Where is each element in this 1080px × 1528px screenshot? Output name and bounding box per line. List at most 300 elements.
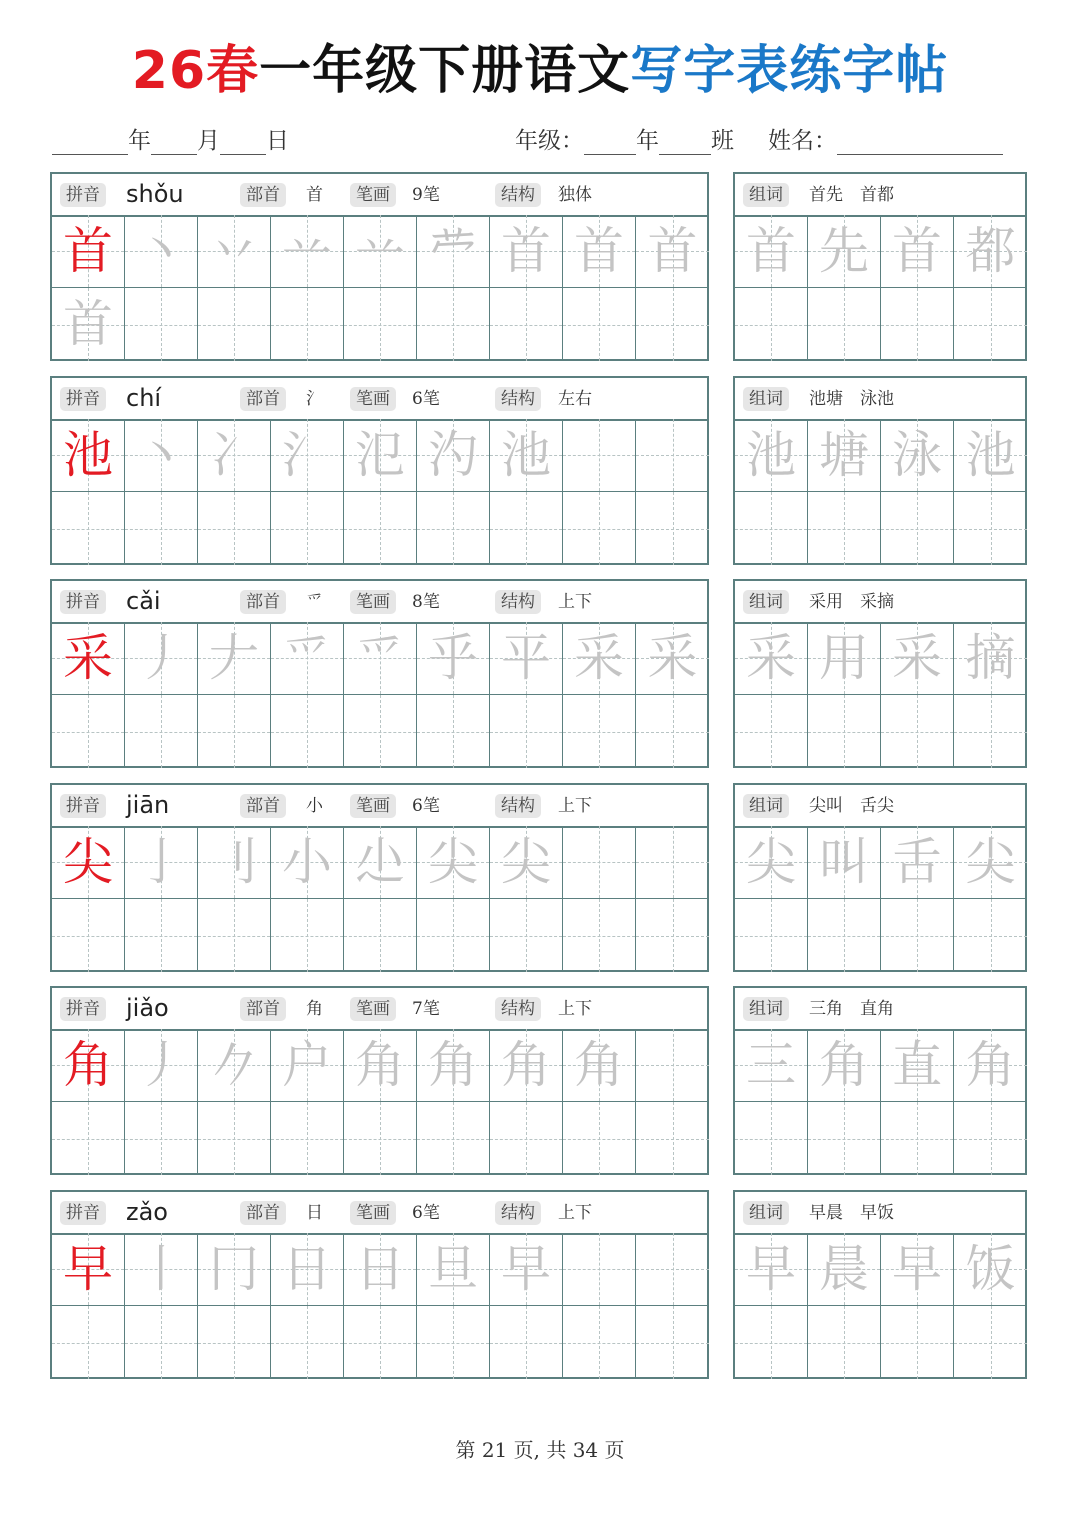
- words-panel: [733, 172, 1027, 361]
- trace-char: [490, 288, 562, 361]
- structure-value: 独体: [558, 185, 592, 205]
- trace-char: [490, 695, 562, 768]
- title-part-black: 一年级下册语文: [259, 41, 631, 101]
- practice-cell[interactable]: [490, 492, 563, 565]
- structure-value: 上下: [558, 999, 592, 1019]
- strokes-value: 7笔: [412, 999, 440, 1019]
- practice-cell[interactable]: [125, 1102, 198, 1175]
- strokes-value: 6笔: [412, 389, 440, 409]
- stroke-panel: [50, 376, 709, 565]
- stroke-step-char: 𠂊: [209, 1036, 259, 1094]
- word-char: 三: [746, 1036, 796, 1094]
- stroke-panel-header: [52, 785, 707, 828]
- practice-cell[interactable]: [563, 419, 636, 492]
- trace-char: [490, 492, 562, 565]
- strokes-tag: 笔画: [350, 997, 396, 1021]
- strokes-value: 9笔: [412, 185, 440, 205]
- practice-cell[interactable]: [490, 1306, 563, 1379]
- practice-cell[interactable]: [344, 419, 417, 492]
- practice-cell[interactable]: [271, 1029, 344, 1102]
- radical-tag: 部首: [240, 183, 286, 207]
- trace-char: [563, 492, 635, 565]
- practice-cell[interactable]: [52, 826, 125, 899]
- trace-char: [417, 288, 489, 361]
- stroke-panel: [50, 172, 709, 361]
- word-cell[interactable]: [881, 826, 954, 899]
- structure-tag: 结构: [495, 590, 541, 614]
- trace-char: [125, 1306, 197, 1379]
- practice-cell[interactable]: [198, 899, 271, 972]
- practice-cell[interactable]: [344, 1233, 417, 1306]
- stroke-step-char: 尐: [355, 833, 405, 891]
- practice-cell[interactable]: [490, 1233, 563, 1306]
- practice-cell[interactable]: [198, 1102, 271, 1175]
- stroke-step-char: 汋: [428, 426, 478, 484]
- words-panel: [733, 376, 1027, 565]
- trace-char: [344, 1102, 416, 1175]
- trace-char: [198, 695, 270, 768]
- trace-char: [271, 288, 343, 361]
- stroke-panel: [50, 986, 709, 1175]
- practice-cell[interactable]: [636, 492, 709, 565]
- word-cell[interactable]: [954, 1306, 1027, 1379]
- practice-cell[interactable]: [271, 419, 344, 492]
- word-cell[interactable]: [881, 419, 954, 492]
- words-panel: [733, 1190, 1027, 1379]
- trace-char: [490, 1306, 562, 1379]
- word-cell[interactable]: [954, 1029, 1027, 1102]
- practice-cell[interactable]: [490, 695, 563, 768]
- word-cell[interactable]: [954, 622, 1027, 695]
- word-cell[interactable]: [735, 1029, 808, 1102]
- structure-tag: 结构: [495, 794, 541, 818]
- words-value: 池塘 泳池: [809, 389, 894, 409]
- month-blank[interactable]: [151, 130, 197, 155]
- practice-cell[interactable]: [125, 622, 198, 695]
- practice-cell[interactable]: [344, 288, 417, 361]
- stroke-step-char: 𫇦: [428, 222, 478, 280]
- trace-char: [271, 1306, 343, 1379]
- trace-char: [52, 1102, 124, 1175]
- practice-cell[interactable]: [125, 215, 198, 288]
- practice-cell[interactable]: [490, 288, 563, 361]
- pinyin-value: zǎo: [126, 1198, 168, 1226]
- stroke-step-char: 乎: [428, 629, 478, 687]
- practice-cell[interactable]: [417, 1029, 490, 1102]
- practice-cell[interactable]: [271, 215, 344, 288]
- practice-cell[interactable]: [125, 492, 198, 565]
- practice-cell[interactable]: [125, 1233, 198, 1306]
- stroke-step-char: [563, 1233, 635, 1305]
- practice-cell[interactable]: [52, 1029, 125, 1102]
- trace-char: [344, 492, 416, 565]
- word-char: 晨: [819, 1240, 869, 1298]
- practice-cell[interactable]: [490, 1029, 563, 1102]
- word-cell[interactable]: [954, 419, 1027, 492]
- trace-char: [198, 288, 270, 361]
- date-line: [52, 122, 289, 152]
- word-cell[interactable]: [808, 1102, 881, 1175]
- trace-char: [490, 1102, 562, 1175]
- word-char: 都: [965, 222, 1016, 280]
- year-label: 年: [128, 128, 151, 154]
- practice-cell[interactable]: [563, 899, 636, 972]
- trace-char: [417, 492, 489, 565]
- practice-cell[interactable]: [344, 826, 417, 899]
- practice-cell[interactable]: [271, 622, 344, 695]
- stroke-panel: [50, 579, 709, 768]
- pinyin-tag: 拼音: [60, 590, 106, 614]
- word-char: 首: [892, 222, 942, 280]
- practice-cell[interactable]: [198, 492, 271, 565]
- word-cell[interactable]: [881, 1233, 954, 1306]
- trace-char: [198, 1102, 270, 1175]
- stroke-step-char: 旦: [428, 1240, 478, 1298]
- practice-cell[interactable]: [490, 826, 563, 899]
- trace-char: [198, 899, 270, 972]
- trace-char: [417, 1306, 489, 1379]
- stroke-step-char: 首: [647, 222, 698, 280]
- name-blank[interactable]: [837, 130, 1003, 155]
- practice-cell[interactable]: [344, 1102, 417, 1175]
- radical-tag: 部首: [240, 997, 286, 1021]
- practice-cell[interactable]: [636, 1102, 709, 1175]
- practice-cell[interactable]: [563, 1102, 636, 1175]
- words-tag: 组词: [743, 183, 789, 207]
- practice-cell[interactable]: [344, 695, 417, 768]
- radical-value: 首: [306, 185, 323, 205]
- word-cell[interactable]: [808, 695, 881, 768]
- word-cell[interactable]: [954, 1102, 1027, 1175]
- practice-cell[interactable]: [636, 215, 709, 288]
- strokes-tag: 笔画: [350, 183, 396, 207]
- word-cell[interactable]: [735, 288, 808, 361]
- page-footer: 第 21 页, 共 34 页: [455, 1438, 625, 1462]
- trace-char: [563, 1102, 635, 1175]
- practice-cell[interactable]: [52, 1306, 125, 1379]
- word-cell[interactable]: [808, 419, 881, 492]
- word-cell[interactable]: [808, 1306, 881, 1379]
- words-tag: 组词: [743, 1201, 789, 1225]
- char-block: [50, 1190, 1027, 1379]
- practice-cell[interactable]: [636, 1306, 709, 1379]
- words-panel-header: [735, 174, 1025, 217]
- practice-cell[interactable]: [417, 622, 490, 695]
- word-cell[interactable]: [954, 1233, 1027, 1306]
- words-panel-header: [735, 581, 1025, 624]
- radical-tag: 部首: [240, 1201, 286, 1225]
- trace-char: [125, 492, 197, 565]
- practice-cell[interactable]: [636, 622, 709, 695]
- practice-cell[interactable]: [271, 1233, 344, 1306]
- pinyin-tag: 拼音: [60, 1201, 106, 1225]
- practice-cell[interactable]: [417, 1233, 490, 1306]
- word-cell[interactable]: [881, 288, 954, 361]
- trace-char: [636, 288, 709, 361]
- practice-cell[interactable]: [417, 1102, 490, 1175]
- stroke-step-char: 冫: [209, 426, 259, 484]
- word-cell[interactable]: [881, 1306, 954, 1379]
- day-label: 日: [266, 128, 289, 154]
- word-cell[interactable]: [808, 622, 881, 695]
- words-tag: 组词: [743, 387, 789, 411]
- stroke-step-char: [636, 419, 709, 491]
- stroke-step-char: 丶: [136, 426, 186, 484]
- word-cell[interactable]: [954, 899, 1027, 972]
- stroke-step-char: 角: [574, 1036, 624, 1094]
- char-block: [50, 783, 1027, 972]
- practice-cell[interactable]: [563, 215, 636, 288]
- word-cell[interactable]: [735, 695, 808, 768]
- radical-value: 角: [306, 999, 323, 1019]
- practice-cell[interactable]: [198, 826, 271, 899]
- practice-cell[interactable]: [271, 826, 344, 899]
- word-cell[interactable]: [881, 622, 954, 695]
- stroke-step-char: 刂: [209, 833, 259, 891]
- structure-tag: 结构: [495, 387, 541, 411]
- practice-cell[interactable]: [198, 215, 271, 288]
- practice-cell[interactable]: [198, 1029, 271, 1102]
- strokes-value: 6笔: [412, 1203, 440, 1223]
- words-value: 尖叫 舌尖: [809, 796, 894, 816]
- grade-blank[interactable]: [584, 130, 636, 155]
- words-panel: [733, 783, 1027, 972]
- practice-cell[interactable]: [52, 1102, 125, 1175]
- practice-cell[interactable]: [636, 826, 709, 899]
- practice-cell[interactable]: [490, 215, 563, 288]
- practice-cell[interactable]: [563, 492, 636, 565]
- practice-cell[interactable]: [198, 419, 271, 492]
- word-cell[interactable]: [808, 826, 881, 899]
- practice-cell[interactable]: [52, 899, 125, 972]
- stroke-step-char: 角: [501, 1036, 551, 1094]
- word-cell[interactable]: [808, 1029, 881, 1102]
- practice-cell[interactable]: [490, 1102, 563, 1175]
- word-cell[interactable]: [808, 1233, 881, 1306]
- practice-cell[interactable]: [52, 622, 125, 695]
- word-cell[interactable]: [735, 419, 808, 492]
- word-char: 池: [965, 426, 1016, 484]
- structure-tag: 结构: [495, 1201, 541, 1225]
- practice-cell[interactable]: [344, 215, 417, 288]
- practice-cell[interactable]: [125, 288, 198, 361]
- page-title: [0, 36, 1080, 106]
- stroke-step-char: [563, 419, 635, 491]
- practice-cell[interactable]: [125, 899, 198, 972]
- stroke-step-char: 丨: [136, 1240, 186, 1298]
- word-cell[interactable]: [735, 622, 808, 695]
- practice-cell[interactable]: [490, 899, 563, 972]
- word-char: 早: [892, 1240, 942, 1298]
- structure-value: 上下: [558, 1203, 592, 1223]
- stroke-step-char: 𠂇: [209, 629, 259, 687]
- strokes-tag: 笔画: [350, 1201, 396, 1225]
- practice-cell[interactable]: [636, 899, 709, 972]
- stroke-step-char: 角: [355, 1036, 405, 1094]
- strokes-tag: 笔画: [350, 387, 396, 411]
- practice-cell[interactable]: [344, 622, 417, 695]
- practice-cell[interactable]: [52, 215, 125, 288]
- practice-cell[interactable]: [417, 419, 490, 492]
- practice-cell[interactable]: [563, 1029, 636, 1102]
- word-cell[interactable]: [954, 695, 1027, 768]
- practice-cell[interactable]: [417, 695, 490, 768]
- structure-value: 上下: [558, 592, 592, 612]
- trace-char: [636, 492, 709, 565]
- practice-cell[interactable]: [271, 492, 344, 565]
- practice-cell[interactable]: [271, 899, 344, 972]
- practice-cell[interactable]: [125, 419, 198, 492]
- practice-cell[interactable]: [417, 1306, 490, 1379]
- word-cell[interactable]: [881, 899, 954, 972]
- word-cell[interactable]: [808, 899, 881, 972]
- word-cell[interactable]: [954, 826, 1027, 899]
- word-cell[interactable]: [881, 695, 954, 768]
- practice-cell[interactable]: [125, 826, 198, 899]
- practice-cell[interactable]: [563, 288, 636, 361]
- practice-cell[interactable]: [563, 826, 636, 899]
- word-cell[interactable]: [808, 215, 881, 288]
- word-cell[interactable]: [735, 1306, 808, 1379]
- practice-cell[interactable]: [271, 288, 344, 361]
- word-cell[interactable]: [735, 1233, 808, 1306]
- name-label: 姓名：: [768, 128, 837, 154]
- practice-cell[interactable]: [125, 1306, 198, 1379]
- word-char: 池: [746, 426, 796, 484]
- practice-cell[interactable]: [636, 1233, 709, 1306]
- strokes-value: 6笔: [412, 796, 440, 816]
- practice-cell[interactable]: [125, 695, 198, 768]
- practice-cell[interactable]: [344, 492, 417, 565]
- practice-cell[interactable]: [198, 695, 271, 768]
- practice-cell[interactable]: [636, 419, 709, 492]
- word-cell[interactable]: [881, 215, 954, 288]
- class-line: [515, 122, 1003, 152]
- practice-cell[interactable]: [198, 1233, 271, 1306]
- word-cell[interactable]: [735, 215, 808, 288]
- trace-char: [198, 492, 270, 565]
- practice-cell[interactable]: [563, 1306, 636, 1379]
- practice-cell[interactable]: [636, 695, 709, 768]
- stroke-step-char: 亅: [136, 833, 186, 891]
- practice-cell[interactable]: [52, 419, 125, 492]
- word-cell[interactable]: [881, 1102, 954, 1175]
- words-panel-header: [735, 1192, 1025, 1235]
- stroke-step-char: [563, 826, 635, 898]
- word-cell[interactable]: [735, 1102, 808, 1175]
- word-cell[interactable]: [735, 826, 808, 899]
- stroke-step-char: 小: [282, 833, 332, 891]
- month-label: 月: [197, 128, 220, 154]
- word-cell[interactable]: [735, 899, 808, 972]
- practice-cell[interactable]: [52, 288, 125, 361]
- trace-char: [636, 695, 709, 768]
- words-value: 三角 直角: [809, 999, 894, 1019]
- trace-char: [563, 1306, 635, 1379]
- word-cell[interactable]: [808, 288, 881, 361]
- pinyin-value: jiān: [126, 791, 170, 819]
- char-block: [50, 986, 1027, 1175]
- practice-cell[interactable]: [490, 419, 563, 492]
- year-blank[interactable]: [52, 130, 128, 155]
- practice-cell[interactable]: [563, 695, 636, 768]
- class-blank[interactable]: [659, 130, 711, 155]
- practice-cell[interactable]: [52, 1233, 125, 1306]
- stroke-step-char: 䒑: [355, 222, 405, 280]
- trace-char: [417, 899, 489, 972]
- stroke-step-char: 氵: [282, 426, 332, 484]
- word-cell[interactable]: [954, 492, 1027, 565]
- word-cell[interactable]: [735, 492, 808, 565]
- stroke-step-char: 丿: [136, 629, 186, 687]
- structure-value: 左右: [558, 389, 592, 409]
- practice-cell[interactable]: [344, 899, 417, 972]
- practice-cell[interactable]: [490, 622, 563, 695]
- day-blank[interactable]: [220, 130, 266, 155]
- trace-char: 首: [63, 295, 113, 353]
- stroke-step-char: 日: [355, 1240, 405, 1298]
- stroke-step-char: 池: [501, 426, 551, 484]
- word-cell[interactable]: [954, 288, 1027, 361]
- practice-cell[interactable]: [198, 1306, 271, 1379]
- practice-cell[interactable]: [198, 622, 271, 695]
- practice-cell[interactable]: [198, 288, 271, 361]
- practice-cell[interactable]: [271, 695, 344, 768]
- practice-cell[interactable]: [417, 215, 490, 288]
- trace-char: [125, 899, 197, 972]
- practice-cell[interactable]: [417, 826, 490, 899]
- stroke-step-char: 爫: [355, 629, 405, 687]
- words-value: 采用 采摘: [809, 592, 894, 612]
- trace-char: [344, 1306, 416, 1379]
- word-cell[interactable]: [881, 492, 954, 565]
- practice-cell[interactable]: [563, 1233, 636, 1306]
- practice-cell[interactable]: [271, 1102, 344, 1175]
- trace-char: [563, 695, 635, 768]
- stroke-step-char: 户: [282, 1036, 332, 1094]
- trace-char: [271, 492, 343, 565]
- practice-cell[interactable]: [636, 288, 709, 361]
- words-tag: 组词: [743, 794, 789, 818]
- stroke-step-char: 角: [428, 1036, 478, 1094]
- practice-cell[interactable]: [52, 695, 125, 768]
- practice-cell[interactable]: [417, 492, 490, 565]
- stroke-step-char: 日: [282, 1240, 332, 1298]
- practice-cell[interactable]: [125, 1029, 198, 1102]
- word-cell[interactable]: [954, 215, 1027, 288]
- grade-suffix: 年: [636, 128, 659, 154]
- stroke-step-char: [636, 1233, 709, 1305]
- practice-cell[interactable]: [344, 1029, 417, 1102]
- practice-cell[interactable]: [417, 899, 490, 972]
- word-cell[interactable]: [881, 1029, 954, 1102]
- char-block: [50, 172, 1027, 361]
- stroke-step-char: 采: [647, 629, 698, 687]
- practice-cell[interactable]: [636, 1029, 709, 1102]
- trace-char: [344, 899, 416, 972]
- stroke-step-char: 尖: [428, 833, 478, 891]
- practice-cell[interactable]: [344, 1306, 417, 1379]
- practice-cell[interactable]: [563, 622, 636, 695]
- stroke-step-char: 䒑: [282, 222, 332, 280]
- practice-cell[interactable]: [417, 288, 490, 361]
- practice-cell[interactable]: [52, 492, 125, 565]
- model-char: 采: [63, 629, 113, 687]
- pinyin-value: shǒu: [126, 180, 184, 208]
- word-cell[interactable]: [808, 492, 881, 565]
- practice-cell[interactable]: [271, 1306, 344, 1379]
- radical-tag: 部首: [240, 387, 286, 411]
